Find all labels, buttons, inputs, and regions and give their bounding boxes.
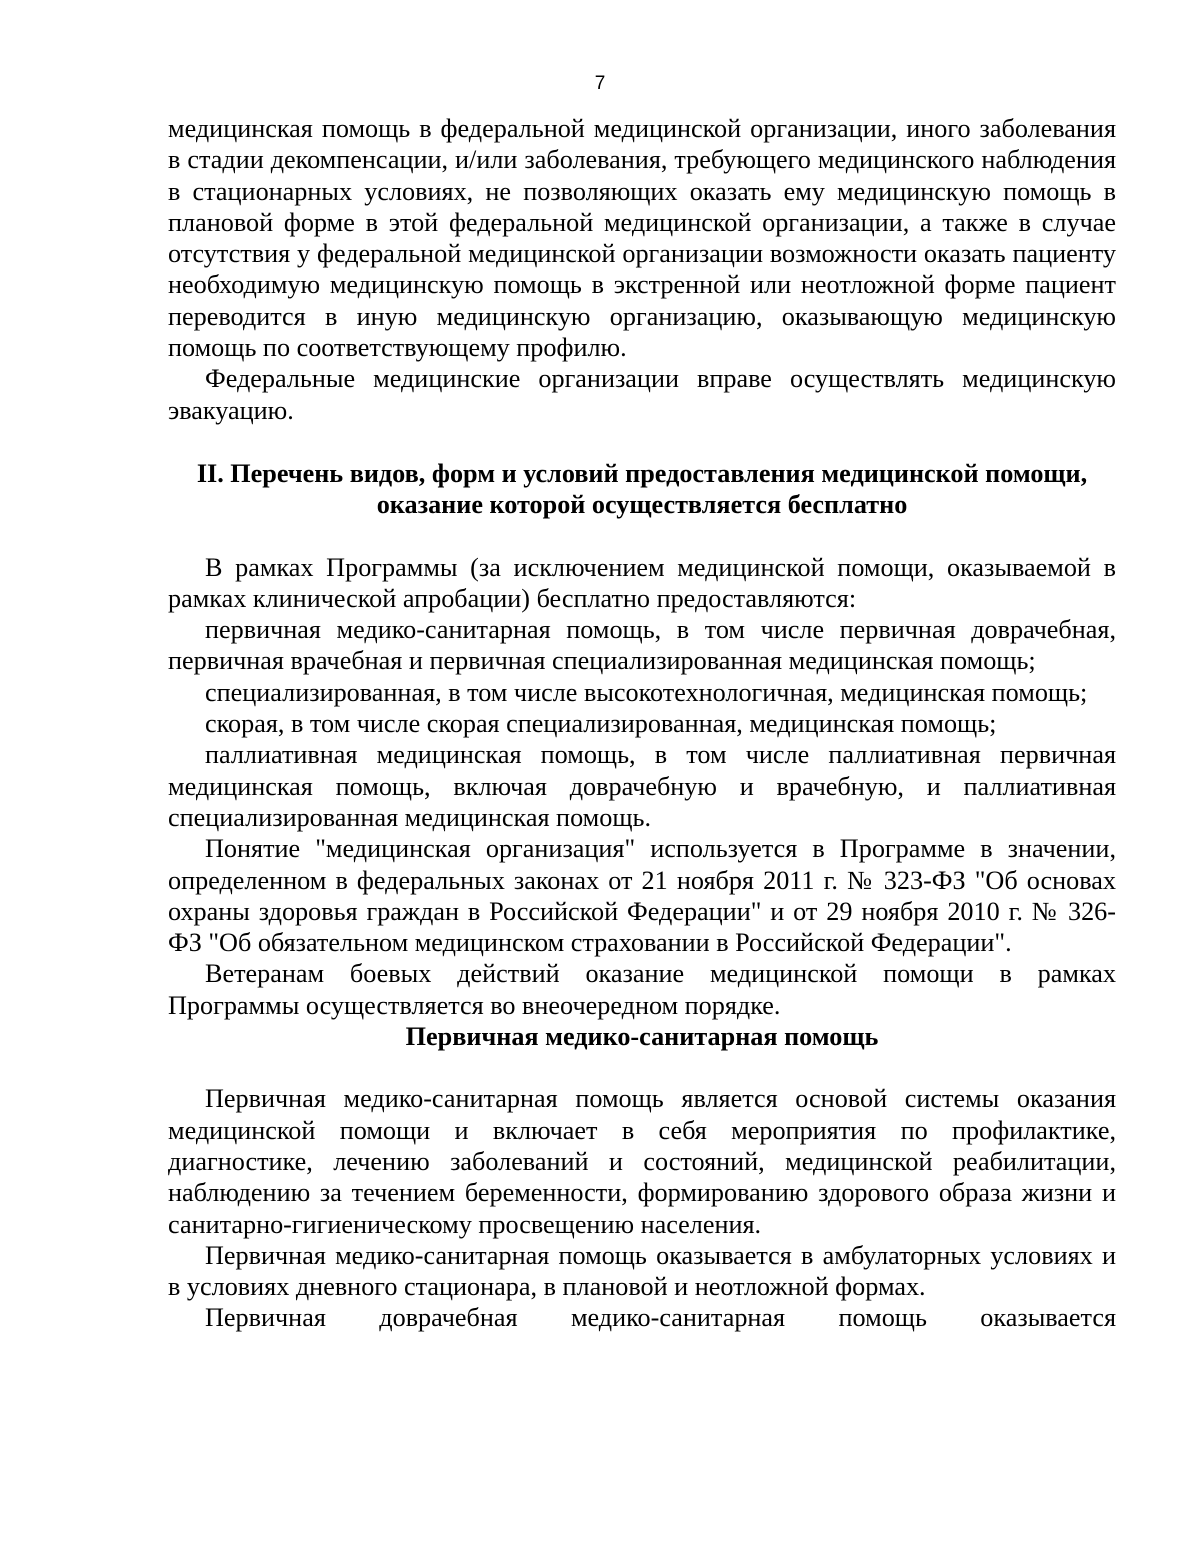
paragraph-continues-next-page: Первичная доврачебная медико-санитарная помощь оказывается: [205, 1303, 1116, 1333]
paragraph-primary-care-basis: Первичная медико-санитарная помощь является основой системы оказания медицинской помощи и включает в себя мероприятия по профилактике, диагностике, лечению заболеваний и состояний, медицинской реабилитации, наблюдению за течением беременности, формированию здорового образа жизни и санитарно-гигиеническому просвещению населения.: [168, 1084, 1116, 1239]
paragraph-program-scope: В рамках Программы (за исключением медицинской помощи, оказываемой в рамках клинической апробации) бесплатно предоставляются:: [168, 552, 1116, 613]
page-content: [168, 113, 1116, 1334]
paragraph-veterans: Ветеранам боевых действий оказание медицинской помощи в рамках Программы осуществляется во внеочередном порядке.: [168, 959, 1116, 1020]
paragraph-evacuation: Федеральные медицинские организации вправе осуществлять медицинскую эвакуацию.: [168, 364, 1116, 425]
paragraph-specialized-care: специализированная, в том числе высокотехнологичная, медицинская помощь;: [205, 677, 1088, 707]
paragraph-primary-care-conditions: Первичная медико-санитарная помощь оказывается в амбулаторных условиях и в условиях дневного стационара, в плановой и неотложной формах.: [168, 1240, 1116, 1302]
paragraph-emergency-care: скорая, в том числе скорая специализированная, медицинская помощь;: [205, 709, 997, 739]
section-body: [168, 552, 1116, 1021]
subsection-heading: Первичная медико-санитарная помощь: [405, 1022, 879, 1052]
paragraph-primary-care: первичная медико-санитарная помощь, в том числе первичная доврачебная, первичная врачебная и первичная специализированная медицинская помощь;: [168, 615, 1116, 676]
section-heading: II. Перечень видов, форм и условий предоставления медицинской помощи, оказание которой осуществляется бесплатно: [196, 458, 1088, 520]
paragraph-palliative-care: паллиативная медицинская помощь, в том числе паллиативная первичная медицинская помощь, включая доврачебную и врачебную, и паллиативная специализированная медицинская помощь.: [168, 740, 1116, 832]
page-number: 7: [594, 73, 606, 94]
paragraph-continued: медицинская помощь в федеральной медицинской организации, иного заболевания в стадии декомпенсации, и/или заболевания, требующего медицинского наблюдения в стационарных условиях, не позволяющих оказать ему медицинскую помощь в плановой форме в этой федеральной медицинской организации, а также в случае отсутствия у федеральной медицинской организации возможности оказать пациенту необходимую медицинскую помощь в экстренной или неотложной форме пациент переводится в иную медицинскую организацию, оказывающую медицинскую помощь по соответствующему профилю.: [168, 114, 1116, 363]
paragraph-organization-definition: Понятие "медицинская организация" используется в Программе в значении, определенном в федеральных законах от 21 ноября 2011 г. № 323-ФЗ "Об основах охраны здоровья граждан в Российской Федерации" и от 29 ноября 2010 г. № 326-ФЗ "Об обязательном медицинском страховании в Российской Федерации".: [168, 834, 1116, 958]
subsection-body: [168, 1083, 1116, 1333]
